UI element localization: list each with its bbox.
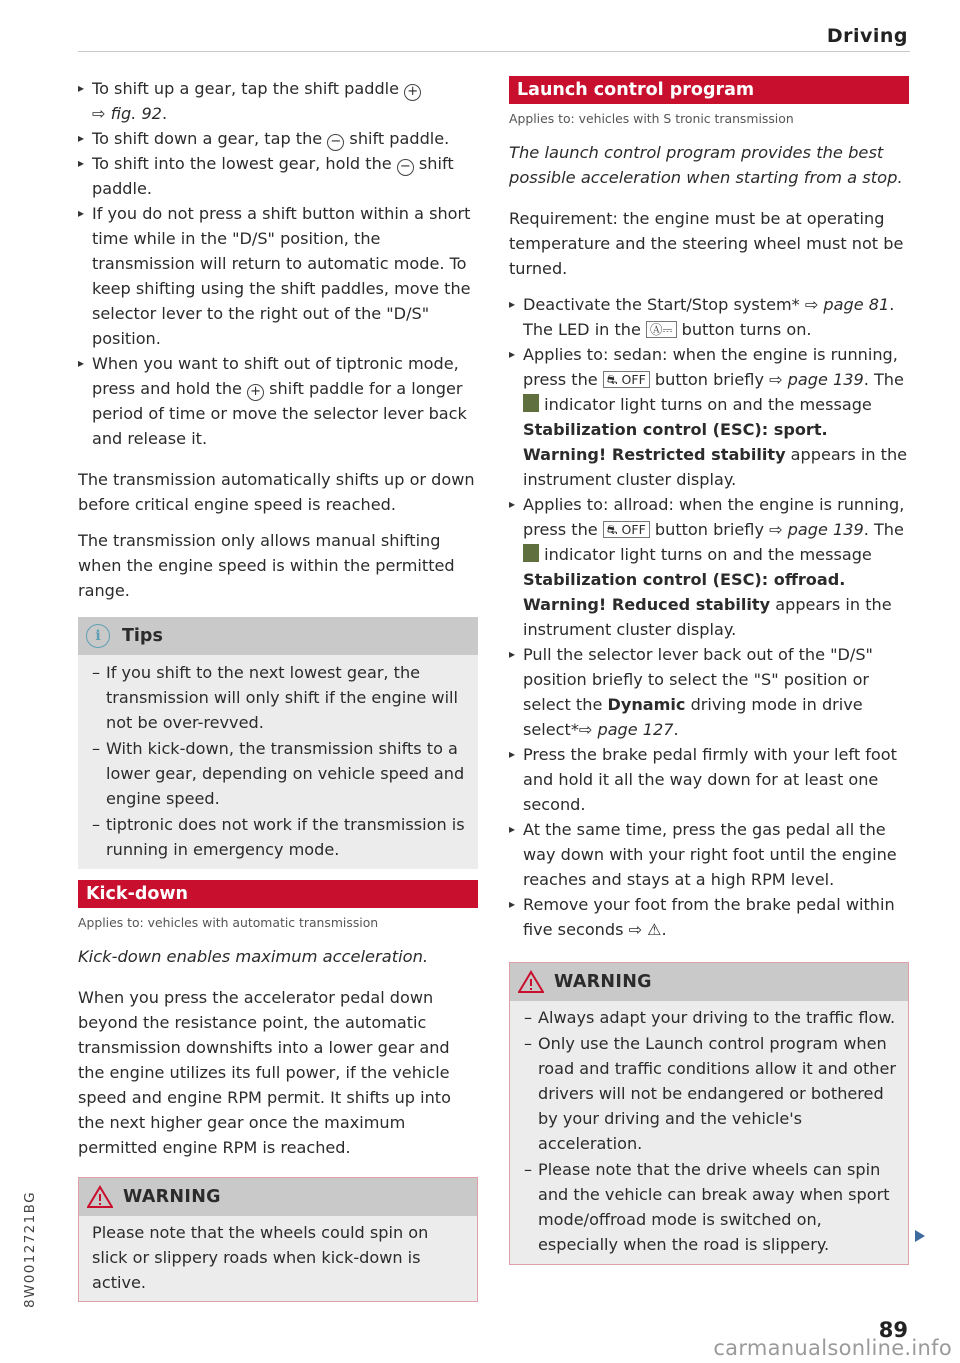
header-divider (78, 51, 910, 52)
plus-circle-icon: + (247, 384, 264, 401)
page-number: 89 (878, 1318, 908, 1342)
warning-triangle-icon (87, 1185, 113, 1209)
section-title: Driving (826, 25, 908, 47)
tips-title: Tips (122, 626, 163, 646)
warning-text: Please note that the wheels could spin on slick or slippery roads when kick-down is active. (92, 1223, 429, 1292)
paragraph: Requirement: the engine must be at operating temperature and the steering wheel must not be turned. (509, 209, 904, 278)
warning-box (78, 1177, 478, 1302)
plus-circle-icon: + (404, 84, 421, 101)
warning-box (509, 962, 909, 1265)
watermark: carmanualsonline.info (713, 1336, 952, 1360)
right-column (509, 76, 909, 1265)
tips-header (78, 617, 478, 655)
page-reference[interactable]: ⇨ page 127 (578, 720, 674, 739)
tips-list (78, 655, 478, 869)
list-item: ▸ To shift up a gear, tap the shift paddle + ⇨ fig. 92. (78, 76, 478, 126)
list-item: ▸ If you do not press a shift button within a short time while in the "D/S" position, the transmission will return to automatic mode. To keep shifting using the shift paddles, move the selector lever to the right out of the "D/S" position. (78, 201, 478, 351)
info-icon: i (86, 624, 110, 648)
page-reference[interactable]: ⇨ page 81 (804, 295, 890, 314)
kick-down-heading: Kick-down (78, 880, 478, 908)
warning-list (510, 1001, 908, 1264)
figure-reference[interactable]: ⇨ fig. 92 (92, 104, 162, 123)
list-item: ▸ At the same time, press the gas pedal all the way down with your right foot until the engine reaches and stays at a high RPM level. (509, 817, 909, 892)
list-item: ▸ Applies to: allroad: when the engine is running, press the ⛐ OFF button briefly ⇨ page 139. The indicator light turns on and the message Stabilization control (ESC): offroad. Warning! Reduced stability appears in the instrument cluster display. (509, 492, 909, 642)
minus-circle-icon: − (327, 134, 344, 151)
applies-to: Applies to: vehicles with S tronic transmission (509, 111, 794, 126)
list-item: – tiptronic does not work if the transmission is running in emergency mode. (78, 812, 478, 862)
list-item: ▸ Deactivate the Start/Stop system* ⇨ page 81. The LED in the Ⓐ⎓ button turns on. (509, 292, 909, 342)
paragraph: The transmission automatically shifts up or down before critical engine speed is reached. (78, 470, 475, 514)
list-item: ▸ Pull the selector lever back out of the "D/S" position briefly to select the "S" position or select the Dynamic driving mode in drive select*⇨ page 127. (509, 642, 909, 742)
shift-instructions-list (78, 76, 478, 451)
esc-off-button-icon: ⛐ OFF (603, 371, 650, 388)
tips-box (78, 617, 478, 869)
list-item: – Please note that the drive wheels can spin and the vehicle can break away when sport mode/offroad mode is switched on, especially when the road is slippery. (510, 1157, 904, 1257)
lead-text: Kick-down enables maximum acceleration. (78, 947, 429, 966)
warning-title: WARNING (123, 1187, 221, 1207)
list-item: ▸ To shift into the lowest gear, hold the − shift paddle. (78, 151, 478, 201)
paragraph: The transmission only allows manual shifting when the engine speed is within the permitted range. (78, 531, 455, 600)
warning-title: WARNING (554, 972, 652, 992)
warning-header (79, 1178, 477, 1216)
list-item: – Always adapt your driving to the traffic flow. (510, 1005, 904, 1030)
start-stop-button-icon: Ⓐ⎓ (646, 321, 676, 338)
launch-steps-list (509, 292, 909, 942)
lead-text: The launch control program provides the best possible acceleration when starting from a stop. (509, 143, 903, 187)
list-item: ▸ Applies to: sedan: when the engine is running, press the ⛐ OFF button briefly ⇨ page 139. The indicator light turns on and the message Stabilization control (ESC): sport. Warning! Restricted stability appears in the instrument cluster display. (509, 342, 909, 492)
list-item: ▸ When you want to shift out of tiptronic mode, press and hold the + shift paddle for a longer period of time or move the selector lever back and release it. (78, 351, 478, 451)
paragraph: When you press the accelerator pedal down beyond the resistance point, the automatic transmission downshifts into a lower gear and the engine utilizes its full power, if the vehicle speed and engine RPM permit. It shifts up into the next higher gear once the maximum permitted engine RPM is reached. (78, 988, 451, 1157)
left-column (78, 76, 478, 1302)
esc-indicator-icon (523, 394, 539, 412)
warning-triangle-icon (518, 970, 544, 994)
list-item: – If you shift to the next lowest gear, the transmission will only shift if the engine will not be over-revved. (78, 660, 478, 735)
warning-header (510, 963, 908, 1001)
esc-indicator-icon (523, 544, 539, 562)
list-item: ▸ To shift down a gear, tap the − shift paddle. (78, 126, 478, 151)
minus-circle-icon: − (397, 159, 414, 176)
warning-reference[interactable]: ⇨ ⚠ (628, 920, 662, 939)
list-item: – With kick-down, the transmission shifts to a lower gear, depending on vehicle speed and engine speed. (78, 736, 478, 811)
applies-to: Applies to: vehicles with automatic transmission (78, 915, 379, 930)
list-item: ▸ Press the brake pedal firmly with your left foot and hold it all the way down for at least one second. (509, 742, 909, 817)
esc-off-button-icon: ⛐ OFF (603, 521, 650, 538)
document-code: 8W0012721BG (22, 1191, 38, 1308)
page-reference[interactable]: ⇨ page 139 (769, 370, 864, 389)
page-reference[interactable]: ⇨ page 139 (769, 520, 864, 539)
list-item: ▸ Remove your foot from the brake pedal within five seconds ⇨ ⚠. (509, 892, 909, 942)
launch-control-heading: Launch control program (509, 76, 909, 104)
continue-arrow-icon (915, 1230, 925, 1242)
list-item: – Only use the Launch control program when road and traffic conditions allow it and other drivers will not be endangered or bothered by your driving and the vehicle's acceleration. (510, 1031, 904, 1156)
